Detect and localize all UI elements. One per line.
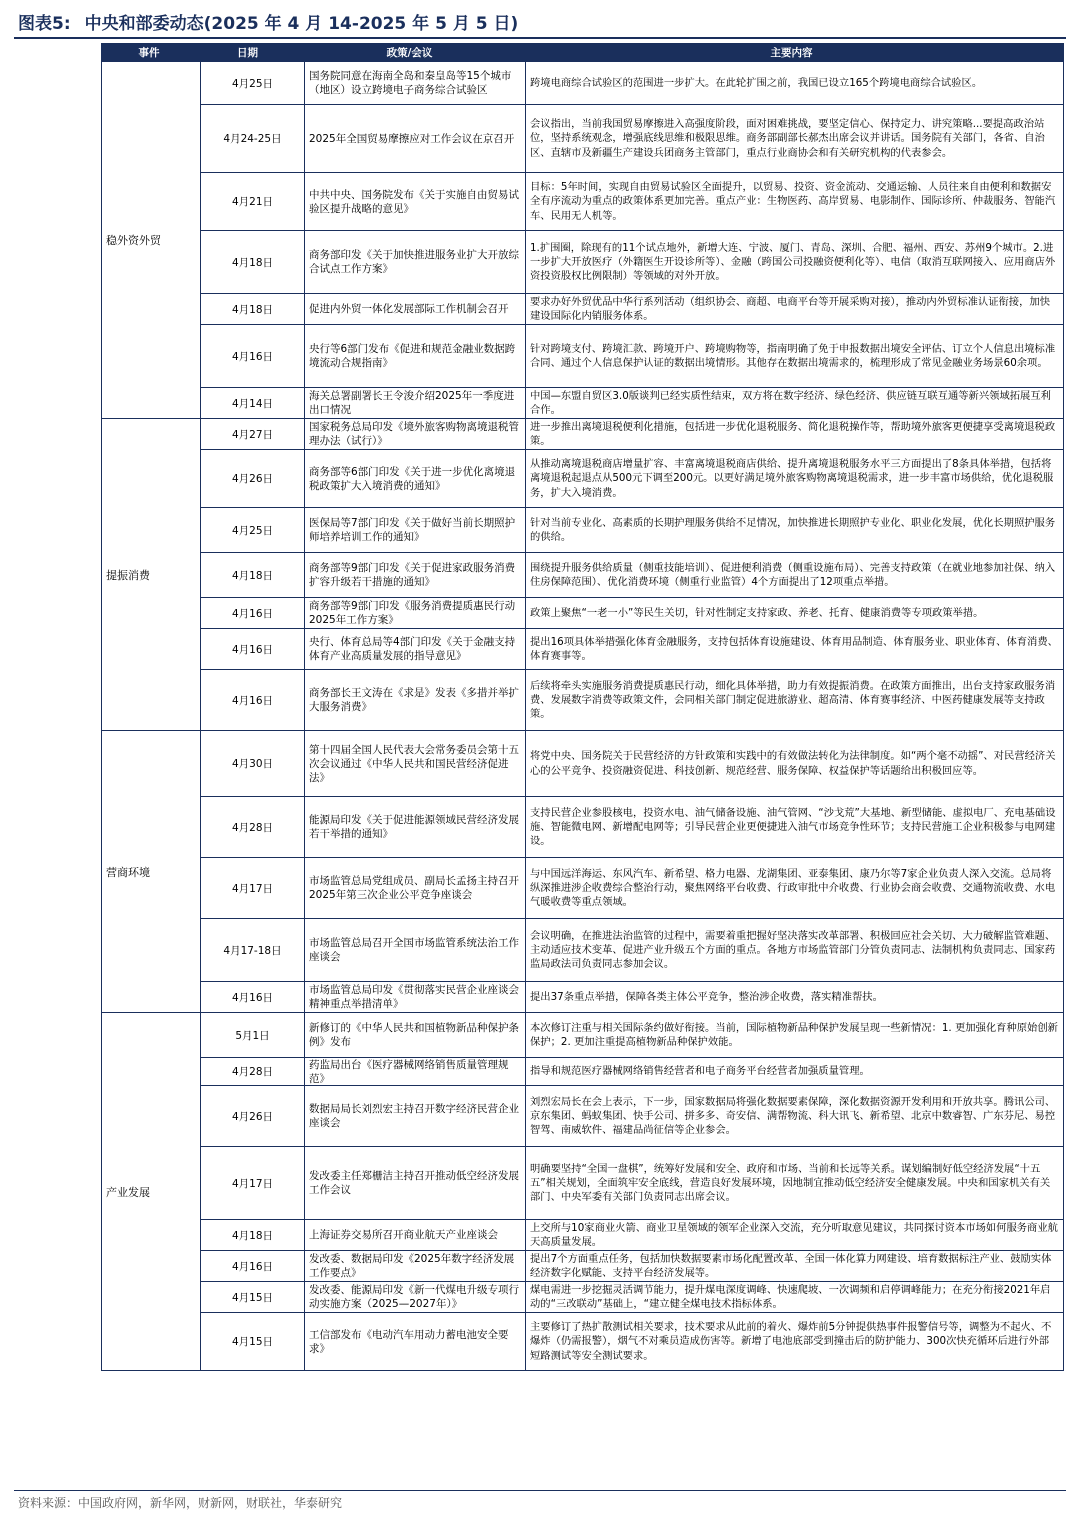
header-date: 日期	[237, 47, 258, 59]
policy-cell: 第十四届全国人民代表大会常务委员会第十五次会议通过《中华人民共和国民营经济促进法》	[305, 731, 526, 796]
date-cell: 4月26日	[201, 450, 305, 507]
date-cell: 4月18日	[201, 294, 305, 324]
category-cell: 提振消费	[102, 419, 201, 730]
date-cell: 4月16日	[201, 1251, 305, 1281]
date-cell: 4月27日	[201, 419, 305, 449]
table-body	[102, 61, 1063, 1370]
content-cell: 围绕提升服务供给质量（侧重技能培训）、促进便利消费（侧重设施布局）、完善支持政策（在就业地参加社保、纳入住房保障范围）、优化消费环境（侧重行业监管）4个方面提出了12项重点举措。	[530, 561, 1056, 588]
date-cell: 4月16日	[201, 629, 305, 669]
content-cell: 上交所与10家商业火箭、商业卫星领域的领军企业深入交流，充分听取意见建议，共同探讨资本市场如何服务商业航天高质量发展。	[530, 1221, 1058, 1248]
content-cell: 主要修订了热扩散测试相关要求，技术要求从此前的着火、爆炸前5分钟提供热事件报警信号等，调整为不起火、不爆炸（仍需报警），烟气不对乘员造成伤害等。新增了电池底部受到撞击后的防护能力、300次快充循环后进行外部短路测试等安全测试要求。	[530, 1321, 1052, 1362]
table-row	[201, 1281, 1063, 1312]
content-cell: 针对当前专业化、高素质的长期护理服务供给不足情况，加快推进长期照护专业化、职业化发展，优化长期照护服务的供给。	[530, 516, 1056, 543]
content-cell: 提出7个方面重点任务，包括加快数据要素市场化配置改革、全国一体化算力网建设、培育数据标注产业、鼓励实体经济数字化赋能、支持平台经济发展等。	[530, 1252, 1052, 1279]
source-note: 资料来源：中国政府网，新华网，财新网，财联社，华泰研究	[18, 1496, 343, 1510]
title-divider	[14, 37, 1066, 39]
content-cell: 针对跨境支付、跨境汇款、跨境开户、跨境购物等，指南明确了免于申报数据出境安全评估、订立个人信息出境标准合同、通过个人信息保护认证的数据出境情形。其他存在数据出境需求的，梳理形成了常见金融业务场景60余项。	[530, 342, 1056, 369]
table-row	[201, 1085, 1063, 1146]
footer-divider	[14, 1490, 1066, 1491]
table-row	[201, 172, 1063, 230]
figure-number: 图表5:	[18, 13, 71, 34]
table-row	[201, 104, 1063, 172]
date-cell: 4月15日	[201, 1282, 305, 1312]
date-cell: 4月28日	[201, 1058, 305, 1085]
table-row	[201, 981, 1063, 1012]
content-cell: 会议指出，当前我国贸易摩擦进入高强度阶段，面对困难挑战，要坚定信心、保持定力、讲究策略...要提高政治站位，坚持系统观念，增强底线思维和极限思维。商务部副部长郝杰出席会议并讲话。国务院有关部门，各省、自治区、直辖市及新疆生产建设兵团商务主管部门，重点行业商协会和有关研究机构的代表参会。	[530, 118, 1045, 159]
table-row	[201, 230, 1063, 293]
date-cell: 4月30日	[201, 731, 305, 796]
content-cell: 后续将牵头实施服务消费提质惠民行动，细化具体举措，助力有效提振消费。在政策方面推出，出台支持家政服务消费、发展数字消费等政策文件，会同相关部门制定促进旅游业、超高清、体育赛事经济、中医药健康发展等支持政策。	[530, 679, 1056, 721]
date-cell: 4月21日	[201, 173, 305, 230]
policy-cell: 央行等6部门发布《促进和规范金融业数据跨境流动合规指南》	[305, 325, 526, 387]
date-cell: 4月17日	[201, 858, 305, 918]
date-cell: 4月18日	[201, 1220, 305, 1250]
content-cell: 刘烈宏局长在会上表示，下一步，国家数据局将强化数据要素保障，深化数据资源开发利用和开放共享。腾讯公司、京东集团、蚂蚁集团、快手公司、拼多多、奇安信、满帮物流、科大讯飞、新希望、北京中数睿智、广东芬尼、易控智驾、南威软件、福建品尚征信等企业参会。	[530, 1095, 1056, 1137]
category-group	[102, 730, 1063, 1012]
table-row	[201, 449, 1063, 507]
table-row	[201, 62, 1063, 104]
table-row	[201, 796, 1063, 857]
date-cell: 4月28日	[201, 797, 305, 857]
table-row	[201, 324, 1063, 387]
policy-cell: 药监局出台《医疗器械网络销售质量管理规范》	[305, 1058, 526, 1085]
table-row	[201, 918, 1063, 981]
table-row	[201, 1312, 1063, 1370]
policy-cell: 工信部发布《电动汽车用动力蓄电池安全要求》	[305, 1313, 526, 1370]
policy-cell: 中共中央、国务院发布《关于实施自由贸易试验区提升战略的意见》	[305, 173, 526, 230]
date-cell: 4月25日	[201, 62, 305, 104]
content-cell: 支持民营企业参股核电，投资水电、油气储备设施、油气管网、“沙戈荒”大基地、新型储能、虚拟电厂、充电基础设施、智能微电网、新增配电网等；引导民营企业更便捷进入油气市场竞争性环节；支持民营施工企业积极参与电网建设。	[530, 806, 1056, 848]
policy-cell: 促进内外贸一体化发展部际工作机制会召开	[305, 294, 526, 324]
content-cell: 1.扩围圈，除现有的11个试点地外，新增大连、宁波、厦门、青岛、深圳、合肥、福州、西安、苏州9个城市。2.进一步扩大开放医疗（外籍医生开设诊所等）、金融（跨国公司投融资便利化等）、电信（取消互联网接入、应用商店外资投资股权比例限制）等领域的对外开放。	[530, 241, 1056, 283]
table-row	[201, 1250, 1063, 1281]
date-cell: 4月24-25日	[201, 105, 305, 172]
policy-cell: 发改委主任郑栅洁主持召开推动低空经济发展工作会议	[305, 1147, 526, 1219]
policy-cell: 商务部长王文涛在《求是》发表《多措并举扩大服务消费》	[305, 670, 526, 730]
policy-cell: 发改委、数据局印发《2025年数字经济发展工作要点》	[305, 1251, 526, 1281]
table-row	[201, 857, 1063, 918]
figure-title	[18, 6, 518, 36]
policy-cell: 上海证券交易所召开商业航天产业座谈会	[305, 1220, 526, 1250]
table-row	[201, 731, 1063, 796]
content-cell: 跨境电商综合试验区的范围进一步扩大。在此轮扩围之前，我国已设立165个跨境电商综合试验区。	[530, 76, 983, 89]
table-row	[201, 552, 1063, 597]
policy-table	[101, 43, 1064, 1371]
table-row	[201, 1146, 1063, 1219]
content-cell: 中国—东盟自贸区3.0版谈判已经实质性结束，双方将在数字经济、绿色经济、供应链互联互通等新兴领域拓展互利合作。	[530, 389, 1051, 416]
content-cell: 煤电需进一步挖掘灵活调节能力，提升煤电深度调峰、快速爬坡、一次调频和启停调峰能力；在充分衔接2021年启动的“三改联动”基础上，“建立健全煤电技术指标体系。	[530, 1283, 1051, 1310]
policy-cell: 海关总署副署长王令浚介绍2025年一季度进出口情况	[305, 388, 526, 418]
content-cell: 提出37条重点举措，保障各类主体公平竞争，整治涉企收费，落实精准帮扶。	[530, 990, 883, 1003]
table-row	[201, 1219, 1063, 1250]
content-cell: 与中国远洋海运、东风汽车、新希望、格力电器、龙湖集团、亚泰集团、康乃尔等7家企业负责人深入交流。总局将纵深推进涉企收费综合整治行动，聚焦网络平台收费、行政审批中介收费、行业协会商会收费、交通物流收费、水电气暖收费等重点领域。	[530, 867, 1056, 909]
policy-cell: 发改委、能源局印发《新一代煤电升级专项行动实施方案（2025—2027年）》	[305, 1282, 526, 1312]
content-cell: 政策上聚焦“一老一小”等民生关切，针对性制定支持家政、养老、托育、健康消费等专项政策举措。	[530, 606, 984, 619]
date-cell: 4月18日	[201, 553, 305, 597]
header-event: 事件	[138, 47, 160, 59]
table-row	[201, 507, 1063, 552]
policy-cell: 市场监管总局党组成员、副局长孟扬主持召开2025年第三次企业公平竞争座谈会	[305, 858, 526, 918]
content-cell: 目标：5年时间，实现自由贸易试验区全面提升，以贸易、投资、资金流动、交通运输、人员往来自由便利和数据安全有序流动为重点的政策体系更加完善。重点产业：生物医药、高岸贸易、电影制作、国际诊所、仲裁服务、智能汽车、民用无人机等。	[530, 181, 1056, 222]
table-row	[201, 1013, 1063, 1057]
table-row	[201, 1057, 1063, 1085]
date-cell: 4月26日	[201, 1086, 305, 1146]
content-cell: 进一步推出离境退税便利化措施，包括进一步优化退税服务、简化退税操作等，帮助境外旅客更便捷享受离境退税政策。	[530, 420, 1056, 447]
content-cell: 明确要坚持“全国一盘棋”，统筹好发展和安全、政府和市场、当前和长远等关系。谋划编制好低空经济发展“十五五”相关规划，全面筑牢安全底线，营造良好发展环境，因地制宜推动低空经济安全健康发展。中央和国家机关有关部门、中央军委有关部门负责同志出席会议。	[530, 1162, 1051, 1204]
policy-cell: 新修订的《中华人民共和国植物新品种保护条例》发布	[305, 1013, 526, 1057]
policy-cell: 数据局局长刘烈宏主持召开数字经济民营企业座谈会	[305, 1086, 526, 1146]
header-content: 主要内容	[770, 47, 813, 59]
policy-cell: 商务部等9部门印发《服务消费提质惠民行动2025年工作方案》	[305, 598, 526, 628]
content-cell: 会议明确，在推进法治监管的过程中，需要着重把握好坚决落实改革部署、积极回应社会关切、大力破解监管难题、主动适应技术变革、促进产业升级五个方面的重点。各地方市场监管部门分管负责同志、法制机构负责同志、国家药监局政法司负责同志参加会议。	[530, 929, 1056, 971]
table-row	[201, 387, 1063, 418]
table-row	[201, 669, 1063, 730]
policy-cell: 市场监管总局印发《贯彻落实民营企业座谈会精神重点举措清单》	[305, 982, 526, 1012]
date-cell: 4月14日	[201, 388, 305, 418]
category-cell: 稳外资外贸	[102, 62, 201, 418]
content-cell: 要求办好外贸优品中华行系列活动（组织协会、商超、电商平台等开展采购对接），推动内外贸标准认证衔接，加快建设国际化内销服务体系。	[530, 295, 1050, 322]
content-cell: 指导和规范医疗器械网络销售经营者和电子商务平台经营者加强质量管理。	[530, 1065, 870, 1078]
content-cell: 从推动离境退税商店增量扩容、丰富离境退税商店供给、提升离境退税服务水平三方面提出了8条具体举措，包括将离境退税起退点从500元下调至200元。以更好满足境外旅客购物离境退税需求，进一步丰富市场供给，优化退税服务，扩大入境消费。	[530, 458, 1054, 499]
header-policy: 政策/会议	[386, 47, 433, 59]
date-cell: 4月18日	[201, 231, 305, 293]
policy-cell: 央行、体育总局等4部门印发《关于金融支持体育产业高质量发展的指导意见》	[305, 629, 526, 669]
table-row	[201, 419, 1063, 449]
table-row	[201, 293, 1063, 324]
content-cell: 将党中央、国务院关于民营经济的方针政策和实践中的有效做法转化为法律制度。如“两个毫不动摇”、对民营经济关心的公平竞争、投资融资促进、科技创新、规范经营、服务保障、权益保护等话题给出积极回应等。	[530, 750, 1056, 777]
date-cell: 4月16日	[201, 598, 305, 628]
category-cell: 产业发展	[102, 1013, 201, 1370]
figure-heading: 中央和部委动态(2025 年 4 月 14-2025 年 5 月 5 日)	[84, 13, 519, 34]
date-cell: 4月16日	[201, 325, 305, 387]
policy-cell: 能源局印发《关于促进能源领域民营经济发展若干举措的通知》	[305, 797, 526, 857]
policy-cell: 商务部等6部门印发《关于进一步优化离境退税政策扩大入境消费的通知》	[305, 450, 526, 507]
date-cell: 4月15日	[201, 1313, 305, 1370]
date-cell: 4月17日	[201, 1147, 305, 1219]
table-row	[201, 628, 1063, 669]
category-group	[102, 418, 1063, 730]
policy-cell: 国务院同意在海南全岛和秦皇岛等15个城市（地区）设立跨境电子商务综合试验区	[305, 62, 526, 104]
date-cell: 4月16日	[201, 670, 305, 730]
content-cell: 提出16项具体举措强化体育金融服务，支持包括体育设施建设、体育用品制造、体育服务业、职业体育、体育消费、体育赛事等。	[530, 635, 1058, 662]
policy-cell: 商务部等9部门印发《关于促进家政服务消费扩容升级若干措施的通知》	[305, 553, 526, 597]
date-cell: 4月25日	[201, 508, 305, 552]
category-cell: 营商环境	[102, 731, 201, 1012]
policy-cell: 国家税务总局印发《境外旅客购物离境退税管理办法（试行）》	[305, 419, 526, 449]
category-group	[102, 1012, 1063, 1370]
category-group	[102, 61, 1063, 418]
table-header	[102, 44, 1063, 61]
policy-cell: 市场监管总局召开全国市场监管系统法治工作座谈会	[305, 919, 526, 981]
date-cell: 4月17-18日	[201, 919, 305, 981]
policy-cell: 医保局等7部门印发《关于做好当前长期照护师培养培训工作的通知》	[305, 508, 526, 552]
table-row	[201, 597, 1063, 628]
content-cell: 本次修订注重与相关国际条约做好衔接。当前，国际植物新品种保护发展呈现一些新情况：1. 更加强化育种原始创新保护；2. 更加注重提高植物新品种保护效能。	[530, 1021, 1058, 1048]
policy-cell: 2025年全国贸易摩擦应对工作会议在京召开	[305, 105, 526, 172]
policy-cell: 商务部印发《关于加快推进服务业扩大开放综合试点工作方案》	[305, 231, 526, 293]
date-cell: 4月16日	[201, 982, 305, 1012]
date-cell: 5月1日	[201, 1013, 305, 1057]
